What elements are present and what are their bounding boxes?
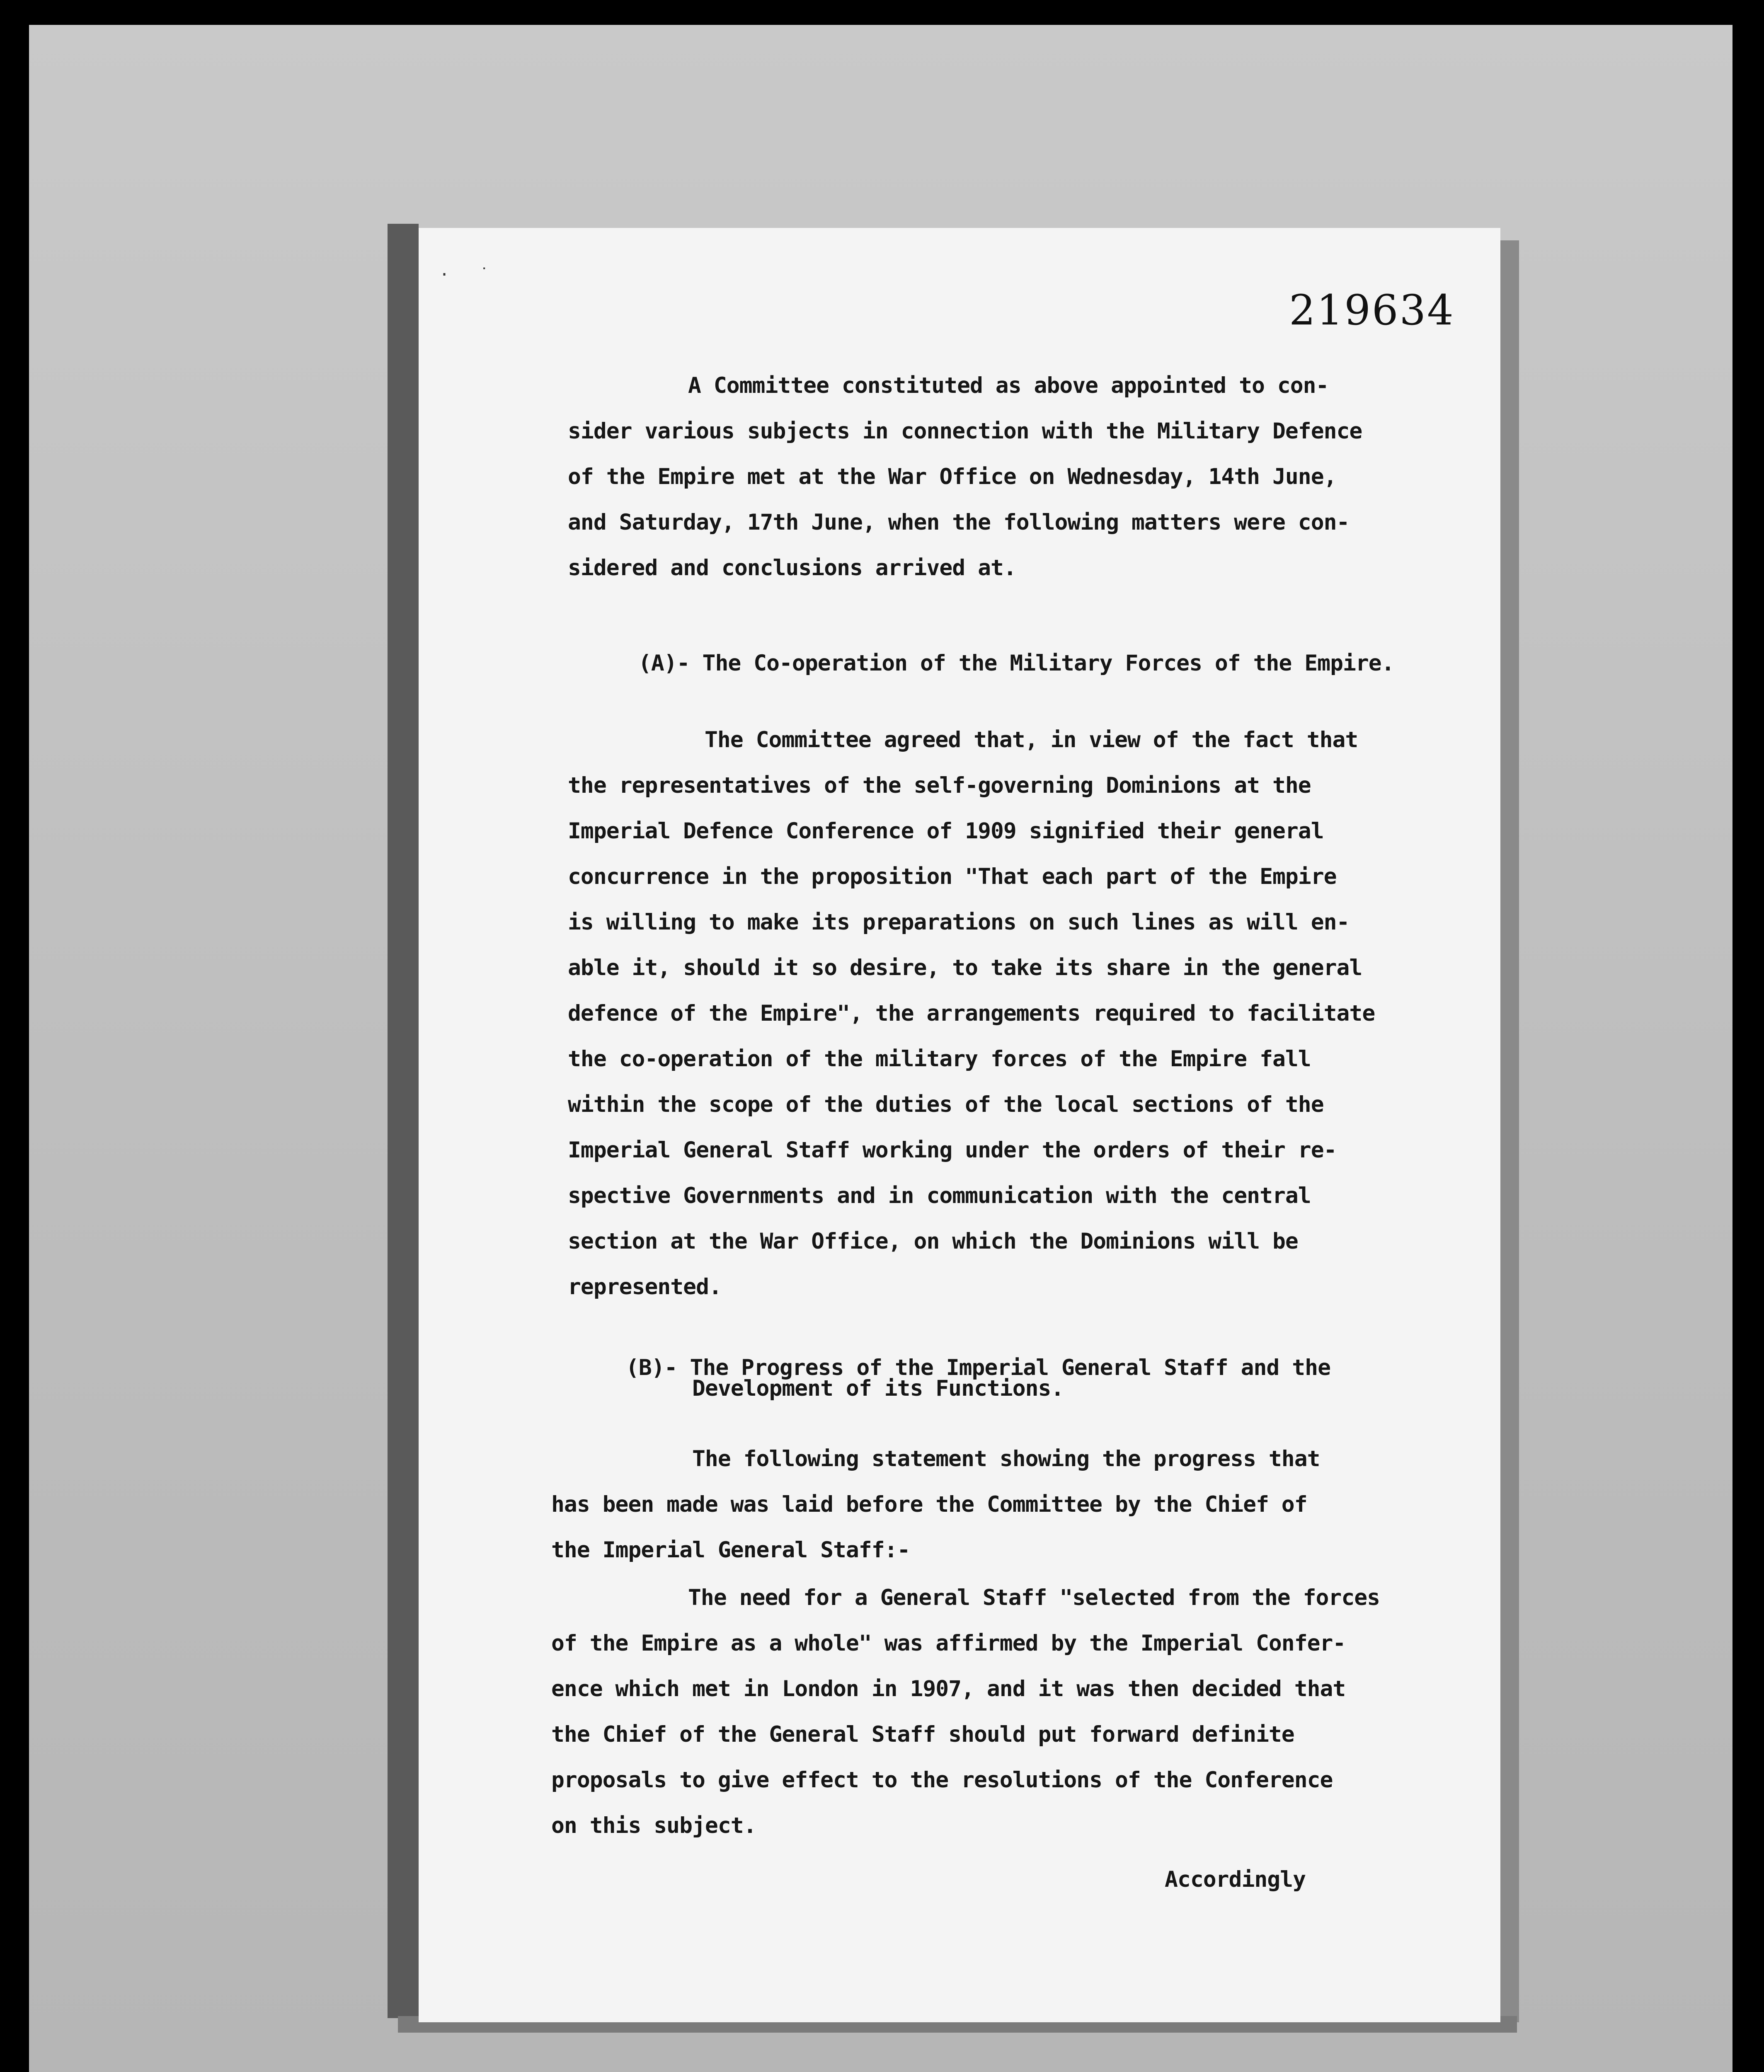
- text-line: represented.: [568, 1274, 722, 1300]
- text-line: of the Empire met at the War Office on Wednesday, 14th June,: [568, 464, 1337, 489]
- document-number: 219634: [1289, 286, 1455, 334]
- text-line: of the Empire as a whole" was affirmed by the Imperial Confer-: [551, 1631, 1346, 1656]
- text-line: the representatives of the self-governing Dominions at the: [568, 773, 1311, 798]
- text-line: on this subject.: [551, 1813, 756, 1838]
- text-line: The need for a General Staff "selected from the forces: [688, 1585, 1380, 1610]
- text-line: and Saturday, 17th June, when the following matters were con-: [568, 510, 1350, 535]
- text-line: ence which met in London in 1907, and it was then decided that: [551, 1676, 1346, 1702]
- text-line: The following statement showing the progress that: [692, 1446, 1320, 1472]
- text-line: A Committee constituted as above appointed to con-: [688, 373, 1329, 398]
- page-shadow-right: [1498, 240, 1519, 2022]
- text-line: within the scope of the duties of the local sections of the: [568, 1092, 1324, 1117]
- text-line: the co-operation of the military forces of the Empire fall: [568, 1046, 1311, 1072]
- text-line: spective Governments and in communication with the central: [568, 1183, 1311, 1208]
- text-line: able it, should it so desire, to take its share in the general: [568, 955, 1362, 980]
- text-line: the Imperial General Staff:-: [551, 1537, 910, 1563]
- section-b-heading: Development of its Functions.: [692, 1376, 1064, 1401]
- text-line: is willing to make its preparations on such lines as will en-: [568, 910, 1350, 935]
- text-line: section at the War Office, on which the Dominions will be: [568, 1229, 1298, 1254]
- text-line: Imperial General Staff working under the orders of their re-: [568, 1138, 1337, 1163]
- text-line: has been made was laid before the Committee by the Chief of: [551, 1492, 1307, 1517]
- text-line: the Chief of the General Staff should put forward definite: [551, 1722, 1294, 1747]
- catchword: Accordingly: [1165, 1867, 1306, 1892]
- text-line: The Committee agreed that, in view of the fact that: [705, 727, 1358, 753]
- text-line: sider various subjects in connection with the Military Defence: [568, 419, 1362, 444]
- section-b-heading: (B)- The Progress of the Imperial General Staff and the: [626, 1355, 1330, 1380]
- text-line: concurrence in the proposition "That each part of the Empire: [568, 864, 1337, 889]
- text-line: proposals to give effect to the resolutions of the Conference: [551, 1767, 1333, 1793]
- document-page: [419, 228, 1500, 2022]
- text-line: Imperial Defence Conference of 1909 signified their general: [568, 818, 1324, 844]
- page-shadow-left: [388, 224, 419, 2018]
- text-line: defence of the Empire", the arrangements required to facilitate: [568, 1001, 1375, 1026]
- section-a-heading: (A)- The Co-operation of the Military Forces of the Empire.: [638, 651, 1394, 676]
- ink-specks: · ˙: [439, 265, 499, 284]
- text-line: sidered and conclusions arrived at.: [568, 555, 1016, 581]
